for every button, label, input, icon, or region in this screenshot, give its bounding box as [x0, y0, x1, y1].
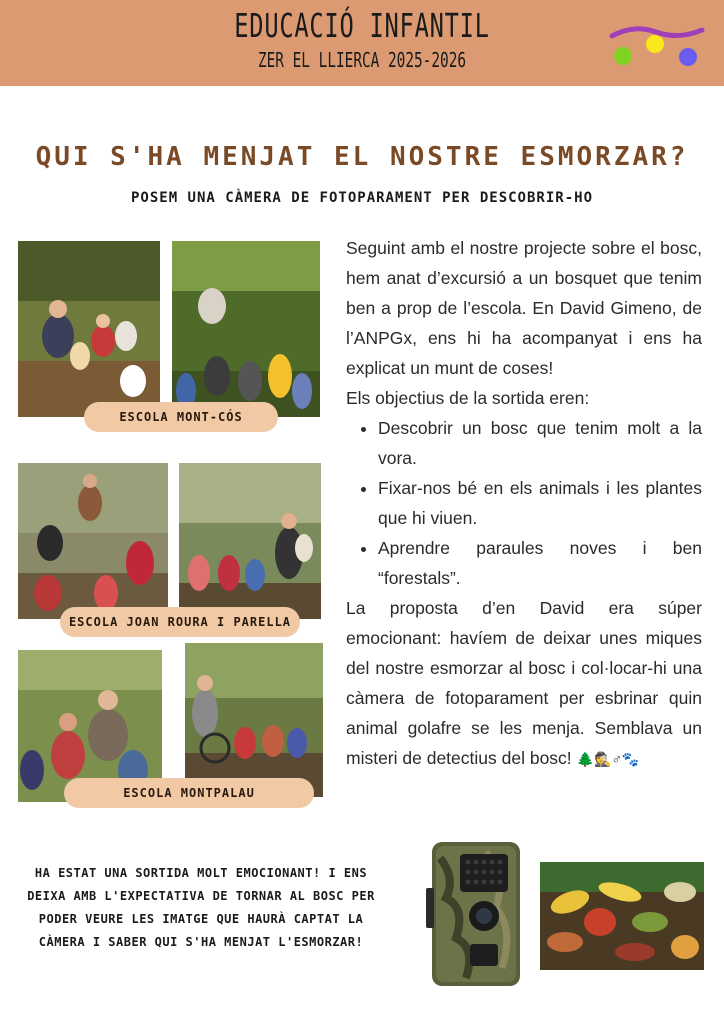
photo-mont-cos-2: [172, 241, 320, 417]
photo-joan-roura-2: [179, 463, 321, 619]
school-logo-icon: [606, 22, 706, 72]
article-paragraph-2: Els objectius de la sortida eren:: [346, 388, 590, 408]
photo-joan-roura-1: [18, 463, 168, 619]
photo-label-joan-roura: ESCOLA JOAN ROURA I PARELLA: [60, 607, 300, 637]
header-subtitle: ZER EL LLIERCA 2025-2026: [257, 48, 467, 72]
objective-item: • Descobrir un bosc que tenim molt a la vora.: [378, 413, 702, 473]
article-body: [346, 233, 702, 774]
page-title: QUI S'HA MENJAT EL NOSTRE ESMORZAR?: [35, 142, 689, 172]
article-paragraph-3-text: La proposta d’en David era súper emocionant: havíem de deixar unes miques del nostre esmorzar al bosc i col·locar-hi una càmera de fotoparament per esbrinar quin animal golafre se les menja. Semblava un misteri de detectius del bosc!: [346, 598, 702, 768]
page-subtitle: POSEM UNA CÀMERA DE FOTOPARAMENT PER DESCOBRIR-HO: [130, 190, 593, 206]
photo-label-montpalau: ESCOLA MONTPALAU: [64, 778, 314, 808]
objective-item: • Fixar-nos bé en els animals i les plantes que hi viuen.: [378, 473, 702, 533]
objectives-list: [346, 413, 702, 593]
objective-item: • Aprendre paraules noves i ben “forestals”.: [378, 533, 702, 593]
header-title: EDUCACIÓ INFANTIL: [234, 6, 490, 45]
article-paragraph-1: Seguint amb el nostre projecte sobre el bosc, hem anat d’excursió a un bosquet que tenim ben a prop de l’escola. En David Gimeno, de l’ANPGx, ens hi ha acompanyat i ens ha explicat un munt de coses!: [346, 238, 702, 378]
closing-message: HA ESTAT UNA SORTIDA MOLT EMOCIONANT! I ENS DEIXA AMB L'EXPECTATIVA DE TORNAR AL BOSC PER PODER VEURE LES IMATGE QUE HAURÀ CAPTAT LA CÀMERA I SABER QUI S'HA MENJAT L'ESMORZAR!: [27, 866, 375, 949]
article-paragraph-3: [346, 593, 702, 774]
photo-mont-cos-1: [18, 241, 160, 417]
photo-label-mont-cos: ESCOLA MONT-CÓS: [84, 402, 278, 432]
food-scraps-photo: [540, 862, 704, 970]
forest-detective-emojis: 🌲🕵♂🐾: [576, 751, 640, 767]
photo-montpalau-2: [185, 643, 323, 797]
header-banner: [0, 0, 724, 86]
trail-camera-icon: [426, 838, 526, 990]
